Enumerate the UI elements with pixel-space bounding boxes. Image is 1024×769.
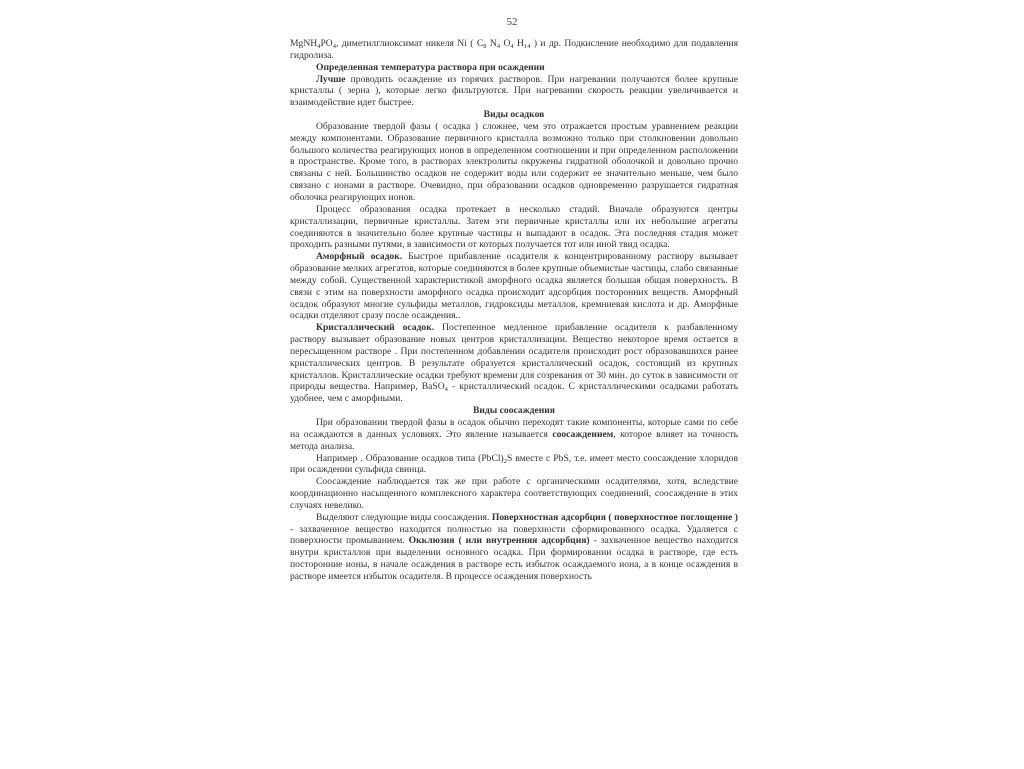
paragraph-intro: $MgNH_4PO_4$, диметилглиоксимат никеля Ni ( $C_8$ $N_4$ $O_4$ $H_{14}$ ) и др. Подкисление необходимо для подавления гидролиза. bbox=[290, 38, 739, 61]
paragraph-organic: Соосаждение наблюдается так же при работе с органическими осадителями, хотя, вследствие координационно насыщенного комплексного характера соответствующих соединений, соосаждение в этих случаях невелико. bbox=[290, 476, 738, 511]
paragraph-solid-phase: Образование твердой фазы ( осадка ) сложнее, чем это отражается простым уравнением реакции между компонентами. Образование первичного кристалла возможно только при столкновении довольно большого количества реагирующих ионов в определенном соотношении и при определенном расположении в пространстве. Кроме того, в растворах электролиты окружены гидратной оболочкой и довольно прочно связаны с ней. Большинство осадков не содержит воды или содержит ее значительно меньше, чем было связано с ионами в растворе. Очевидно, при образовании осадков одновременно разрушается гидратная оболочка реагирующих ионов. bbox=[290, 120, 738, 203]
paragraph-types: Выделяют следующие виды соосаждения. Поверхностная адсорбция ( поверхностное поглощение ) - захваченное вещество находится полностью на поверхности сформированного осадка. Удаляется с поверхности промыванием. Окклюзия ( или внутренняя адсорбция) - захваченное вещество находится внутри кристаллов при выделении основного осадка. При формировании осадка в растворе, где есть посторонние ионы, в начале осаждения в растворе есть избыток осаждаемого иона, а в конце осаждения в растворе имеется избыток осадителя. В процессе осаждения поверхность bbox=[290, 511, 738, 582]
section-heading-precipitates: Виды осадков bbox=[483, 109, 545, 121]
section-heading-coprecipitation: Виды соосаждения bbox=[472, 405, 555, 417]
paragraph-stages: Процесс образования осадка протекает в несколько стадий. Вначале образуются центры кристаллизации, первичные кристаллы. Затем эти первичные кристаллы или их небольшие агрегаты соединяются в значительно более крупные частицы и выпадают в осадок. Эта последняя стадия может проходить разными путями, в зависимости от которых получается тот или иной твид осадка. bbox=[290, 203, 738, 251]
paragraph-crystalline: Кристаллический осадок. Постепенное медленное прибавление осадителя к разбавленному раствору вызывает образование новых центров кристаллизации. Вещество некоторое время остается в пересыщенном растворе . При постепенном добавлении осадителя происходит рост образовавшихся ранее кристаллических центров. В результате образуется кристаллический осадок, состоящий из крупных кристаллов. Кристаллические осадки требуют времени для созревания от 30 мин. до суток в зависимости от природы вещества. Например, BaSO$_4$ - кристаллический осадок. С кристаллическими осадками работать удобнее, чем с аморфными. bbox=[290, 322, 739, 405]
paragraph-amorphous: Аморфный осадок. Быстрое прибавление осадителя к концентрированному раствору вызывает образование мелких агрегатов, которые соединяются в более крупные объемистые частицы, слабо связанные между собой. Существенной характеристикой аморфного осадка является большая общая поверхность. В связи с этим на поверхности аморфного осадка происходит адсорбция посторонних веществ. Аморфный осадок образуют многие сульфиды металлов, гидроксиды металлов, кремниевая кислота и др. Аморфные осадки отделяют сразу после осаждения.. bbox=[290, 251, 738, 322]
page-number: 52 bbox=[506, 16, 518, 28]
paragraph-temperature: Лучше проводить осаждение из горячих растворов. При нагревании получаются более крупные кристаллы ( зерна ), которые легко фильтруются. При нагревании скорость реакции увеличивается и взаимодействие идет быстрее. bbox=[290, 73, 738, 109]
paragraph-coprecipitation: При образовании твердой фазы в осадок обычно переходят такие компоненты, которые сами по себе на осаждаются в данных условиях. Это явление называется соосаждением, которое влияет на точность метода анализа. bbox=[290, 417, 739, 452]
paragraph-example: Например . Образование осадков типа $(PbCl)_2S$ вместе с PbS, т.е. имеет место соосаждение хлоридов при осаждении сульфида свинца. bbox=[290, 452, 738, 476]
subheading-temperature: Определенная температура раствора при осаждении bbox=[316, 61, 545, 73]
document-body bbox=[290, 38, 738, 583]
